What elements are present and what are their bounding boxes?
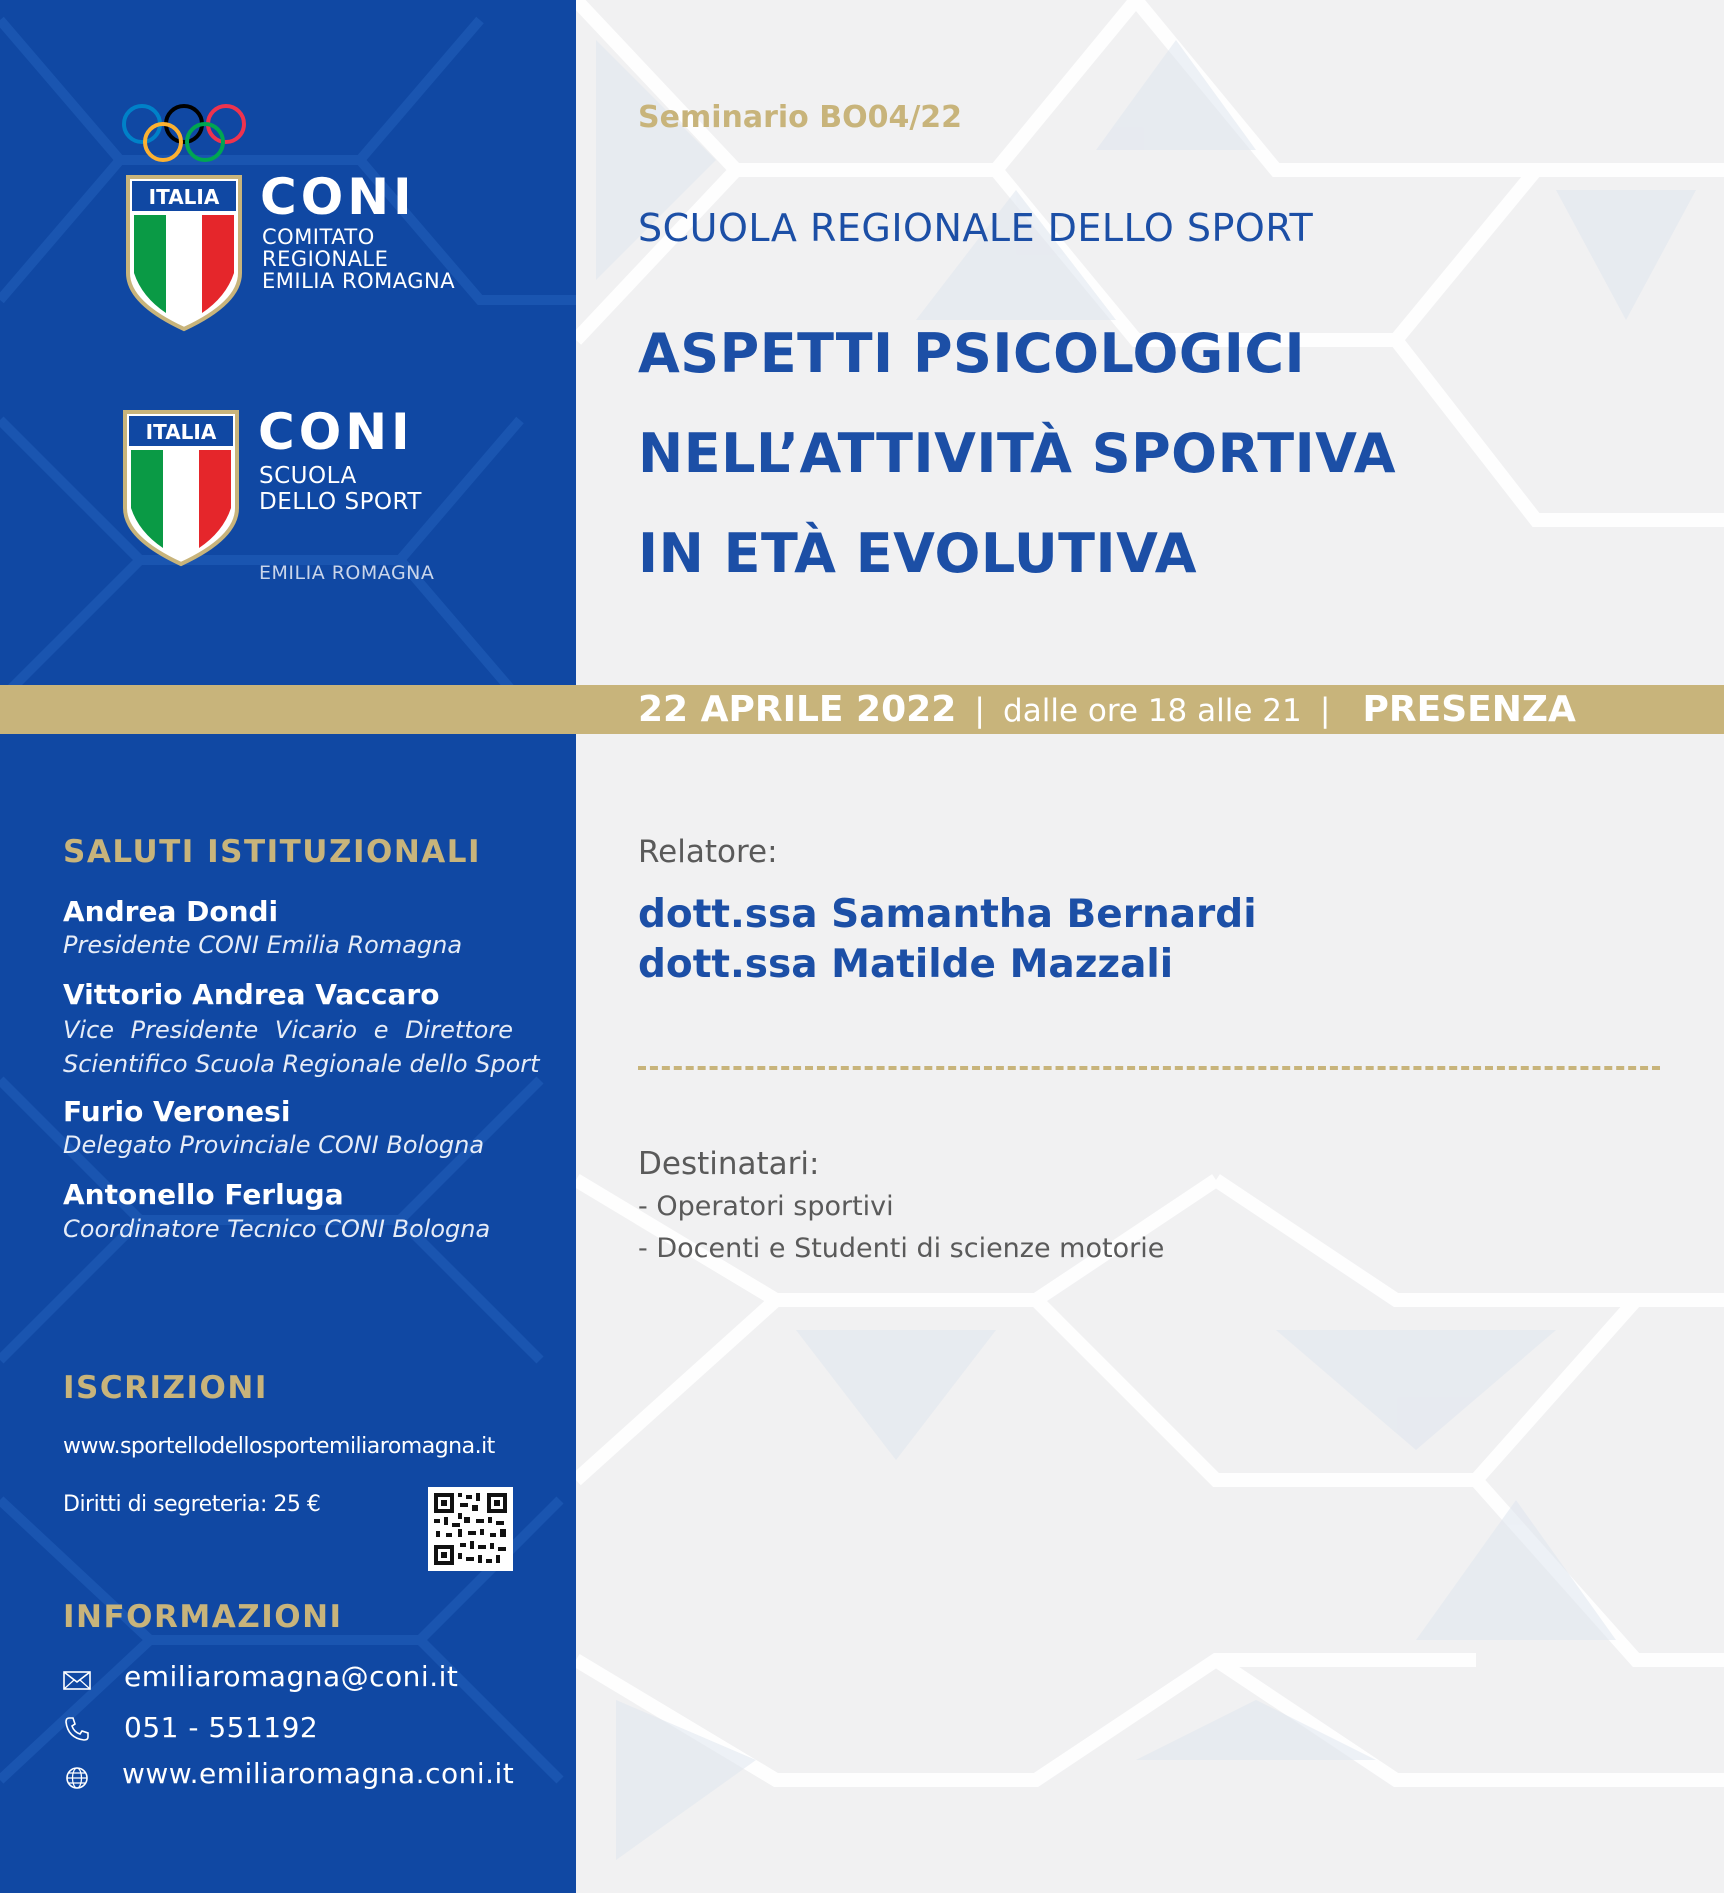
greeting-person-name: Andrea Dondi bbox=[63, 895, 279, 928]
audience-label: Destinatari: bbox=[638, 1146, 820, 1182]
logo-region: EMILIA ROMAGNA bbox=[259, 562, 435, 584]
dashed-divider bbox=[638, 1066, 1660, 1070]
contact-website[interactable]: www.emiliaromagna.coni.it bbox=[122, 1757, 515, 1790]
logo-subtitle-line: REGIONALE bbox=[262, 247, 389, 271]
seminar-code: Seminario BO04/22 bbox=[638, 100, 963, 135]
italia-shield-icon bbox=[124, 173, 244, 333]
qr-code[interactable] bbox=[428, 1487, 513, 1571]
speaker-name: dott.ssa Matilde Mazzali bbox=[638, 942, 1174, 987]
speaker-name: dott.ssa Samantha Bernardi bbox=[638, 892, 1257, 937]
info-title: INFORMAZIONI bbox=[63, 1599, 343, 1635]
coni-wordmark: CONI bbox=[258, 403, 414, 461]
event-date: 22 APRILE 2022 bbox=[638, 689, 957, 730]
contact-phone[interactable]: 051 - 551192 bbox=[124, 1711, 319, 1744]
shield-label: ITALIA bbox=[145, 420, 217, 444]
event-title-line: NELL’ATTIVITÀ SPORTIVA bbox=[638, 422, 1397, 485]
greeting-person-role: Vice Presidente Vicario e Direttore bbox=[63, 1016, 513, 1044]
envelope-icon bbox=[62, 1665, 92, 1695]
audience-item: - Docenti e Studenti di scienze motorie bbox=[638, 1233, 1165, 1264]
logo-subtitle-line: COMITATO bbox=[262, 225, 375, 249]
phone-icon bbox=[62, 1714, 92, 1744]
logo-subtitle-line: EMILIA ROMAGNA bbox=[262, 269, 456, 293]
band-separator: | bbox=[1319, 691, 1331, 729]
speakers-label: Relatore: bbox=[638, 834, 778, 870]
olympic-rings-logo bbox=[120, 102, 248, 164]
registration-url[interactable]: www.sportellodellosportemiliaromagna.it bbox=[63, 1434, 495, 1459]
logo-subtitle-line: SCUOLA bbox=[259, 463, 357, 489]
event-title-line: ASPETTI PSICOLOGICI bbox=[638, 322, 1306, 385]
shield-label: ITALIA bbox=[148, 185, 220, 209]
greetings-title: SALUTI ISTITUZIONALI bbox=[63, 834, 482, 870]
logo-subtitle-line: DELLO SPORT bbox=[259, 489, 422, 515]
coni-wordmark: CONI bbox=[260, 168, 416, 226]
greeting-person-role: Coordinatore Tecnico CONI Bologna bbox=[63, 1215, 491, 1243]
date-band bbox=[0, 685, 1724, 734]
greeting-person-name: Furio Veronesi bbox=[63, 1095, 291, 1128]
italia-shield-icon bbox=[121, 408, 241, 568]
greeting-person-role: Scientifico Scuola Regionale dello Sport bbox=[63, 1050, 540, 1078]
greeting-person-name: Vittorio Andrea Vaccaro bbox=[63, 978, 440, 1011]
school-name: SCUOLA REGIONALE DELLO SPORT bbox=[638, 206, 1314, 250]
date-band-content bbox=[638, 685, 1576, 734]
event-time: dalle ore 18 alle 21 bbox=[1003, 693, 1302, 729]
greeting-person-role: Delegato Provinciale CONI Bologna bbox=[63, 1131, 485, 1159]
globe-icon bbox=[62, 1762, 92, 1792]
event-mode: PRESENZA bbox=[1362, 689, 1576, 730]
registration-fee: Diritti di segreteria: 25 € bbox=[63, 1492, 321, 1517]
contact-email[interactable]: emiliaromagna@coni.it bbox=[124, 1660, 459, 1693]
event-title-line: IN ETÀ EVOLUTIVA bbox=[638, 522, 1198, 585]
band-separator: | bbox=[974, 691, 986, 729]
audience-item: - Operatori sportivi bbox=[638, 1191, 894, 1222]
registration-title: ISCRIZIONI bbox=[63, 1370, 268, 1406]
greeting-person-role: Presidente CONI Emilia Romagna bbox=[63, 931, 463, 959]
greeting-person-name: Antonello Ferluga bbox=[63, 1178, 344, 1211]
